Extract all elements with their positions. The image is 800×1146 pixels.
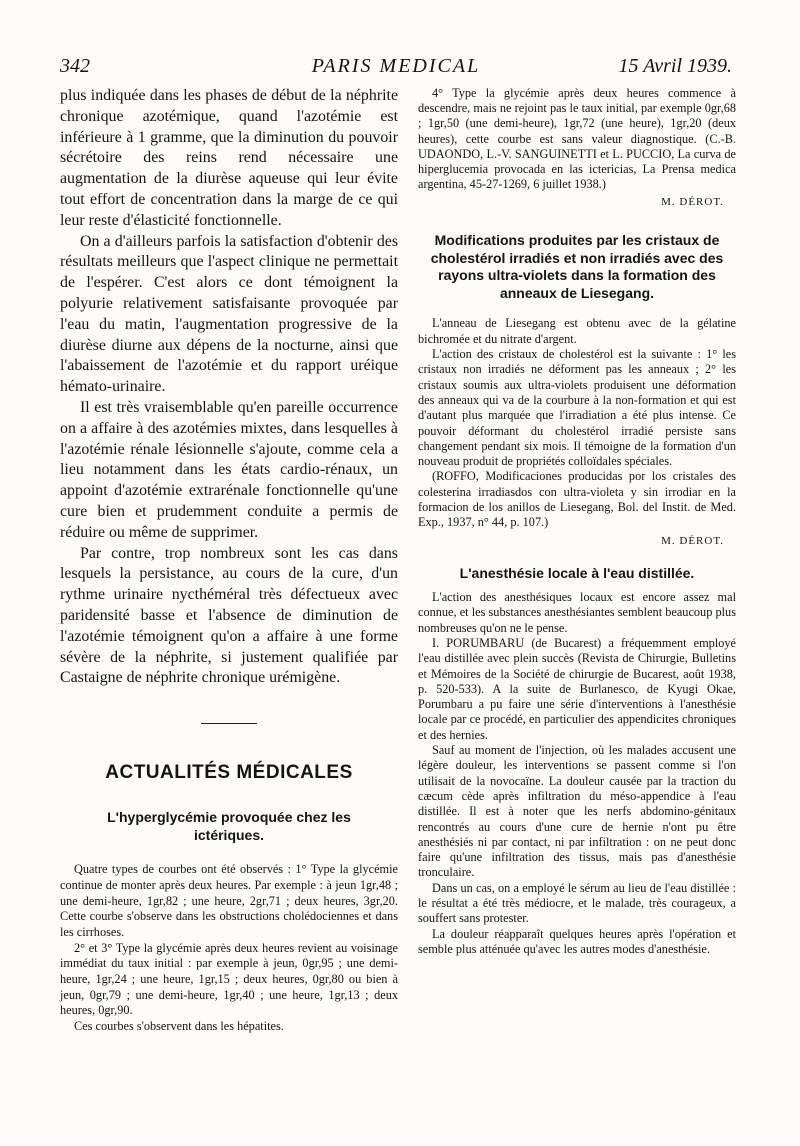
article-body xyxy=(418,316,736,530)
section-divider xyxy=(201,723,257,724)
paragraph: L'anneau de Liesegang est obtenu avec de la gélatine bichromée et du nitrate d'argent. xyxy=(418,316,736,346)
paragraph: L'action des anesthésiques locaux est encore assez mal connue, et les substances anesthésiantes semblent beaucoup plus nombreuses qu'on ne le pense. xyxy=(418,590,736,635)
article-body xyxy=(418,590,736,957)
article-title: Modifications produites par les cristaux de cholestérol irradiés et non irradiés avec des rayons ultra-violets dans la formation des anneaux de Liesegang. xyxy=(430,232,724,301)
author-signature: M. DÉROT. xyxy=(661,534,724,547)
paragraph: 4° Type la glycémie après deux heures commence à descendre, mais ne rejoint pas le taux initial, par exemple 0gr,68 ; 1gr,50 (une demi-heure), 1gr,72 (une heure), 1gr,20 (deux heures), cette courbe est sans valeur diagnostique. (C.-B. UDAONDO, L.-V. SANGUINETTI et L. PUCCIO, La curva de hiperglucemia provocada en las ictericias, La Prensa medica argentina, 45-27-1269, 6 juillet 1938.) xyxy=(418,86,736,192)
right-column xyxy=(418,86,736,957)
article-body xyxy=(60,862,398,1035)
paragraph: Il est très vraisemblable qu'en pareille occurrence on a affaire à des azotémies mixtes, dans lesquelles à l'azotémie rénale lésionnelle s'ajoute, comme cela a lieu notamment dans les états cardio-rénaux, un appoint d'azotémie extrarénale fonctionnelle qu'une cure bien et prudemment conduite a permis de réduire ou même de supprimer. xyxy=(60,398,398,541)
paragraph: (ROFFO, Modificaciones producidas por los cristales des colesterina irradiasdos con ultra-violeta y sin irrodiar en la formacion de los anillos de Liesegang, Bol. del Instit. de Med. Exp., 1937, n° 44, p. 107.) xyxy=(418,469,736,530)
paragraph: I. PORUMBARU (de Bucarest) a fréquemment employé l'eau distillée avec plein succès (Revista de Chirurgie, Bulletins et Mémoires de la Société de chirurgie de Bucarest, août 1938, p. 520-533). A la suite de Burlanesco, de Kyugi Okae, Porumbaru a pu faire une série d'interventions à l'anesthésie locale par ce procédé, en particulier des appendicites chroniques et des hernies. xyxy=(418,635,736,742)
paragraph: Dans un cas, on a employé le sérum au lieu de l'eau distillée : le résultat a été très médiocre, et le malade, très courageux, a souffert sans protester. xyxy=(418,880,736,926)
journal-title: PARIS MEDICAL xyxy=(311,55,481,77)
section-title: ACTUALITÉS MÉDICALES xyxy=(105,762,353,784)
page-number: 342 xyxy=(60,55,90,77)
paragraph: Par contre, trop nombreux sont les cas dans lesquels la persistance, au cours de la cure, d'un rythme urinaire nycthéméral très défectueux avec paridensité basse et l'absence de diminution de l'azotémie témoignent qu'on a affaire à une forme sévère de la néphrite, si justement qualifiée par Castaigne de néphrite chronique urémigène. xyxy=(60,544,398,687)
paragraph: Ces courbes s'observent dans les hépatites. xyxy=(74,1019,284,1034)
article-title: L'anesthésie locale à l'eau distillée. xyxy=(459,564,695,581)
paragraph: On a d'ailleurs parfois la satisfaction d'obtenir des résultats meilleurs que l'aspect clinique ne permettait de l'espérer. C'est alors ce dont témoignent la polyurie relativement satisfaisante provoquée par l'eau du matin, l'augmentation progressive de la diurèse diurne aux dépens de la nocturne, ainsi que l'abaissement de l'azotémie et du rapport uréique hémato-urinaire. xyxy=(60,232,398,396)
paragraph: La douleur réapparaît quelques heures après l'opération et semble plus atténuée qu'avec les autres modes d'anesthésie. xyxy=(418,926,736,956)
paragraph: 2° et 3° Type la glycémie après deux heures revient au voisinage immédiat du taux initial : par exemple à jeun, 0gr,95 ; une demi-heure, 1gr,24 ; une heure, 1gr,15 ; deux heures, 0gr,80 ou bien à jeun, 0gr,79 ; une demi-heure, 1gr,40 ; une heure, 1gr,13 ; deux heures, 0gr,90. xyxy=(60,940,398,1018)
author-signature: M. DÉROT. xyxy=(661,196,724,209)
intro-text xyxy=(60,86,398,689)
left-column xyxy=(60,86,398,1035)
paragraph: L'action des cristaux de cholestérol est la suivante : 1° les cristaux non irradiés ne déforment pas les anneaux ; 2° les cristaux soumis aux ultra-violets produisent une déformation des anneaux qui va de la courbure à la non-formation et qui est d'autant plus marquée que l'irradiation a été plus intense. Ce pouvoir déformant du cholestérol irradié persiste sans changement pendant six mois. Il témoigne de la formation d'un nouveau produit de propriétés colloïdales spéciales. xyxy=(418,347,736,469)
paragraph: plus indiquée dans les phases de début de la néphrite chronique azotémique, quand l'azotémie est inférieure à 1 gramme, que la diminution du pouvoir sécrétoire des reins rend nécessaire une augmentation de la diurèse aqueuse qui leur évite tout effort de concentration dans la marge de ce qui leur reste d'élasticité fonctionnelle. xyxy=(60,87,398,229)
article-continuation xyxy=(418,86,736,192)
paragraph: Quatre types de courbes ont été observés : 1° Type la glycémie continue de monter après deux heures. Par exemple : à jeun 1gr,48 ; une demi-heure, 1gr,82 ; une heure, 2gr,71 ; deux heures, 3gr,20. Cette courbe s'observe dans les obstructions cholédociennes et dans les cirrhoses. xyxy=(60,862,398,939)
issue-date: 15 Avril 1939. xyxy=(618,55,732,77)
page-header xyxy=(60,55,732,85)
paragraph: Sauf au moment de l'injection, où les malades accusent une légère douleur, les interventions se passent comme si l'on utilisait de la novocaïne. La douleur causée par la traction du cæcum cède après infiltration du méso-appendice à l'eau distillée. Il est à noter que les nerfs abdomino-génitaux rencontrés au cours d'une cure de hernie n'ont pu être anesthésiés ni par contact, ni par infiltration : on ne peut donc faire qu'une infiltration des tissus, mais pas d'anesthésie tronculaire. xyxy=(418,743,736,880)
article-title: L'hyperglycémie provoquée chez les ictériques. xyxy=(107,809,351,844)
